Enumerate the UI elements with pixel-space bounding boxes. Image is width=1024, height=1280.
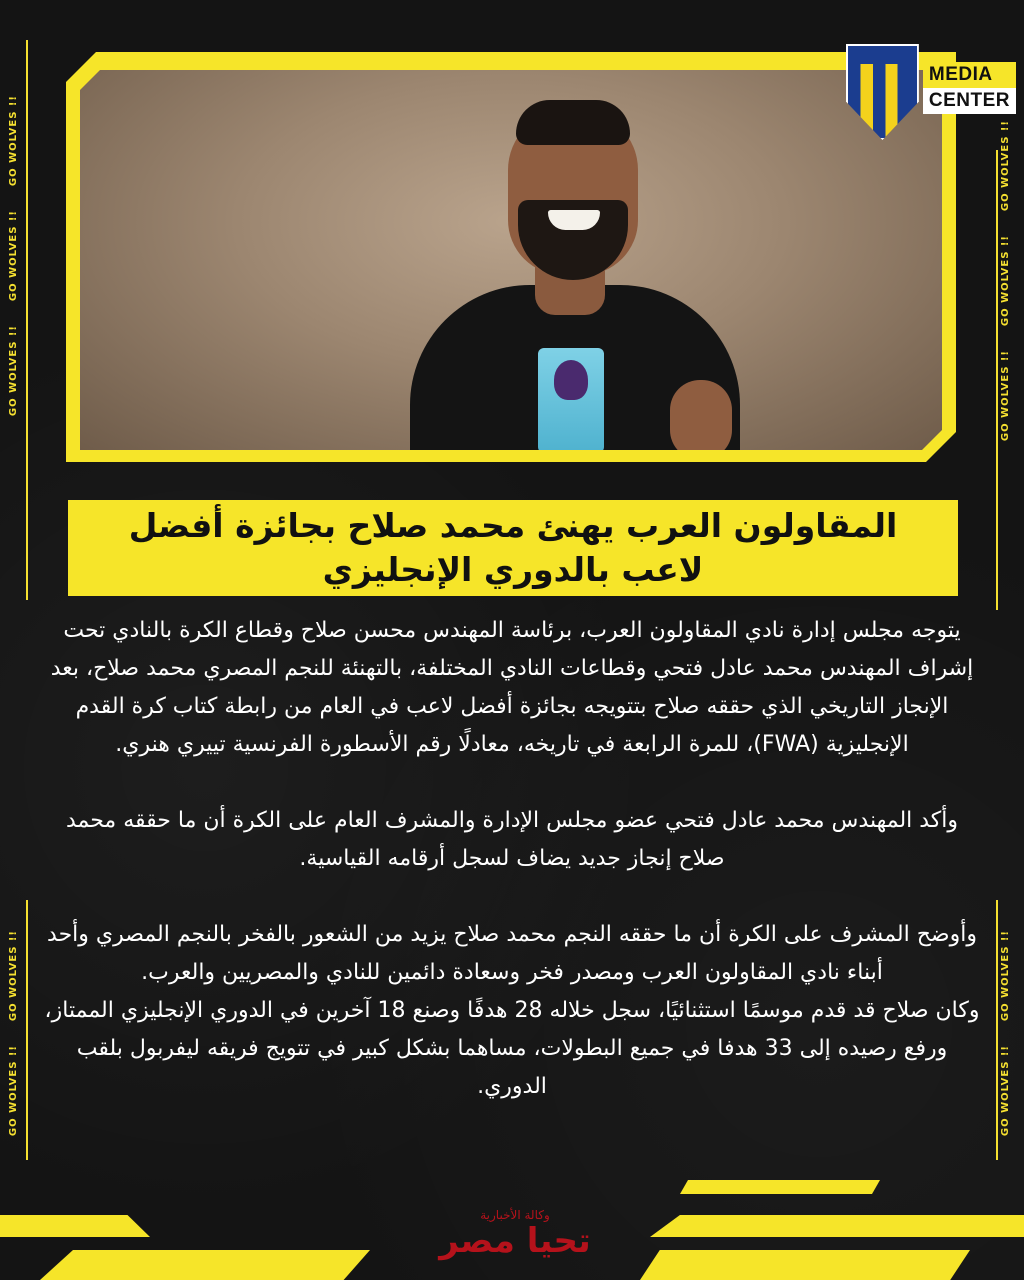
left-tagline-4: GO WOLVES !! xyxy=(8,930,19,1022)
right-tagline-3: GO WOLVES !! xyxy=(1000,350,1011,442)
watermark-logo xyxy=(400,1208,630,1268)
watermark-small-text: وكالة الأخبارية xyxy=(480,1208,550,1222)
right-tagline-5: GO WOLVES !! xyxy=(1000,1045,1011,1137)
media-label: MEDIA xyxy=(923,62,1016,88)
left-divider-line xyxy=(26,40,28,600)
bottom-bar-right xyxy=(650,1215,1024,1237)
trophy-icon xyxy=(538,348,604,450)
paragraph-3: وأوضح المشرف على الكرة أن ما حققه النجم محمد صلاح يزيد من الشعور بالفخر بالنجم المصري وأحد أبناء نادي المقاولون العرب ومصدر فخر وسعادة دائمين للنادي والمصريين والعرب. xyxy=(47,922,977,985)
right-tagline-4: GO WOLVES !! xyxy=(1000,930,1011,1022)
media-center-logo xyxy=(846,44,1016,140)
trophy-badge-icon xyxy=(554,360,588,400)
left-tagline-2: GO WOLVES !! xyxy=(8,210,19,302)
player-hand xyxy=(670,380,732,450)
headline: المقاولون العرب يهنئ محمد صلاح بجائزة أفضل لاعب بالدوري الإنجليزي xyxy=(128,506,898,589)
right-tagline-2: GO WOLVES !! xyxy=(1000,235,1011,327)
paragraph-4: وكان صلاح قد قدم موسمًا استثنائيًا، سجل خلاله 28 هدفًا وصنع 18 آخرين في الدوري الإنجليزي الممتاز، ورفع رصيده إلى 33 هدفا في جميع البطولات، مساهما بشكل كبير في تتويج فريقه ليفربول بلقب الدوري. xyxy=(44,998,980,1099)
bottom-bar-left xyxy=(0,1215,150,1237)
center-label: CENTER xyxy=(923,88,1016,114)
bottom-bar-top-right xyxy=(680,1180,880,1194)
media-center-label xyxy=(923,62,1016,114)
player-photo xyxy=(80,70,942,450)
paragraph-1: يتوجه مجلس إدارة نادي المقاولون العرب، برئاسة المهندس محسن صلاح وقطاع الكرة بالنادي تحت إشراف المهندس محمد عادل فتحي وقطاعات النادي المختلفة، بالتهنئة للنجم المصري محمد صلاح، بعد الإنجاز التاريخي الذي حققه صلاح بتتويجه بجائزة أفضل لاعب في العام من رابطة كتاب كرة القدم الإنجليزية (FWA)، للمرة الرابعة في تاريخه، معادلًا رقم الأسطورة الفرنسية تييري هنري. xyxy=(50,618,974,757)
bottom-bar-left-2 xyxy=(40,1250,370,1280)
left-divider-line-bottom xyxy=(26,900,28,1160)
right-divider-line xyxy=(996,150,998,610)
paragraph-2: وأكد المهندس محمد عادل فتحي عضو مجلس الإدارة والمشرف العام على الكرة أن ما حققه محمد صلاح إنجاز جديد يضاف لسجل أرقامه القياسية. xyxy=(65,808,959,871)
left-tagline-1: GO WOLVES !! xyxy=(8,95,19,187)
bottom-bar-right-2 xyxy=(640,1250,970,1280)
player-smile xyxy=(548,210,600,230)
watermark-big-text: تحيا مصر xyxy=(439,1221,591,1261)
left-tagline-3: GO WOLVES !! xyxy=(8,325,19,417)
right-divider-line-bottom xyxy=(996,900,998,1160)
article-body xyxy=(40,612,984,1106)
player-hair xyxy=(516,100,630,145)
left-tagline-5: GO WOLVES !! xyxy=(8,1045,19,1137)
club-shield-icon xyxy=(846,44,919,140)
shield-top-band xyxy=(848,46,917,64)
headline-box xyxy=(68,500,958,596)
right-tagline-1: GO WOLVES !! xyxy=(1000,120,1011,212)
